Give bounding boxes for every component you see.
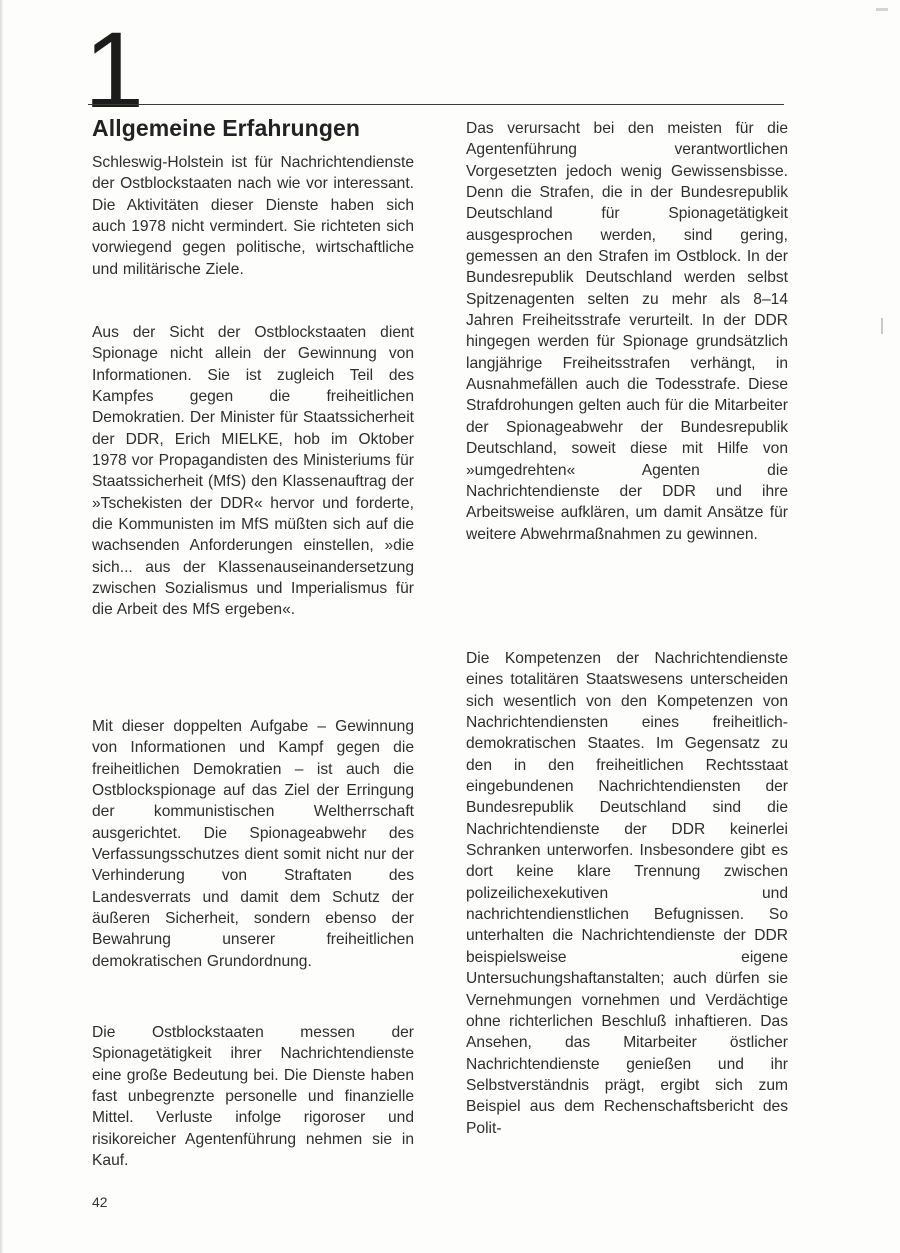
paragraph: Die Ostblockstaaten messen der Spionagetätigkeit ihrer Nachrichtendienste eine große Bedeutung bei. Die Dienste haben fast unbegrenzte personelle und finanzielle Mittel. Verluste infolge rigoroser und risikoreicher Agentenführung nehmen sie in Kauf. xyxy=(92,1024,414,1170)
paragraph: Aus der Sicht der Ostblockstaaten dient Spionage nicht allein der Gewinnung von Informationen. Sie ist zugleich Teil des Kampfes gegen die freiheitlichen Demokratien. Der Minister für Staatssicherheit der DDR, Erich MIELKE, hob im Oktober 1978 vor Propagandisten des Ministeriums für Staatssicherheit (MfS) den Klassenauftrag der »Tschekisten der DDR« hervor und forderte, die Kommunisten im MfS müßten sich auf die wachsenden Anforderungen einstellen, »die sich... aus der Klassenauseinandersetzung zwischen Sozialismus und Imperialismus für die Arbeit des MfS ergeben«. xyxy=(92,324,414,619)
paragraph: Das verursacht bei den meisten für die Agentenführung verantwortlichen Vorgesetzten jedoch wenig Gewissensbisse. Denn die Strafen, die in der Bundesrepublik Deutschland für Spionagetätigkeit ausgesprochen werden, sind gering, gemessen an den Strafen im Ostblock. In der Bundesrepublik Deutschland werden selbst Spitzenagenten selten zu mehr als 8–14 Jahren Freiheitsstrafe verurteilt. In der DDR hingegen werden für Spionage grundsätzlich langjährige Freiheitsstrafen verhängt, in Ausnahmefällen auch die Todesstrafe. Diese Strafdrohungen gelten auch für die Mitarbeiter der Spionageabwehr der Bundesrepublik Deutschland, soweit diese mit Hilfe von »umgedrehten« Agenten die Nachrichtendienste der DDR und ihre Arbeitsweise aufklären, um damit Ansätze für weitere Abwehrmaßnahmen zu gewinnen. xyxy=(466,120,788,543)
chapter-title: Allgemeine Erfahrungen xyxy=(92,115,361,141)
page-number: 42 xyxy=(92,1194,108,1210)
paragraph: Schleswig-Holstein ist für Nachrichtendienste der Ostblockstaaten nach wie vor interessant. Die Aktivitäten dieser Dienste haben sich auch 1978 nicht vermindert. Sie richteten sich vorwiegend gegen politische, wirtschaftliche und militärische Ziele. xyxy=(92,154,414,278)
chapter-rule xyxy=(88,104,784,105)
paragraph: Mit dieser doppelten Aufgabe – Gewinnung von Informationen und Kampf gegen die freiheitlichen Demokratien – ist auch die Ostblockspionage auf das Ziel der Erringung der kommunistischen Weltherrschaft ausgerichtet. Die Spionageabwehr des Verfassungsschutzes dient somit nicht nur der Verhinderung von Straftaten des Landesverrats und damit dem Schutz der äußeren Sicherheit, sondern ebenso der Bewahrung unserer freiheitlichen demokratischen Grundordnung. xyxy=(92,718,414,970)
scan-artifact-top xyxy=(876,8,888,11)
paragraph: Die Kompetenzen der Nachrichtendienste eines totalitären Staatswesens unterscheiden sich wesentlich von den Kompetenzen von Nachrichtendiensten eines freiheitlich-demokratischen Staates. Im Gegensatz zu den in den freiheitlichen Rechtsstaat eingebundenen Nachrichtendiensten der Bundesrepublik Deutschland sind die Nachrichtendienste der DDR keinerlei Schranken unterworfen. Insbesondere gibt es dort keine klare Trennung zwischen polizeilichexekutiven und nachrichtendienstlichen Befugnissen. So unterhalten die Nachrichtendienste der DDR beispielsweise eigene Untersuchungshaftanstalten; auch dürfen sie Vernehmungen vornehmen und Verdächtige ohne richterlichen Beschluß inhaftieren. Das Ansehen, das Mitarbeiter östlicher Nachrichtendienste genießen und ihr Selbstverständnis prägt, ergibt sich zum Beispiel aus dem Rechenschaftsbericht des Polit- xyxy=(466,650,788,1137)
scan-artifact-right xyxy=(881,318,883,334)
chapter-number: 1 xyxy=(84,9,145,130)
scan-edge xyxy=(0,0,3,1253)
